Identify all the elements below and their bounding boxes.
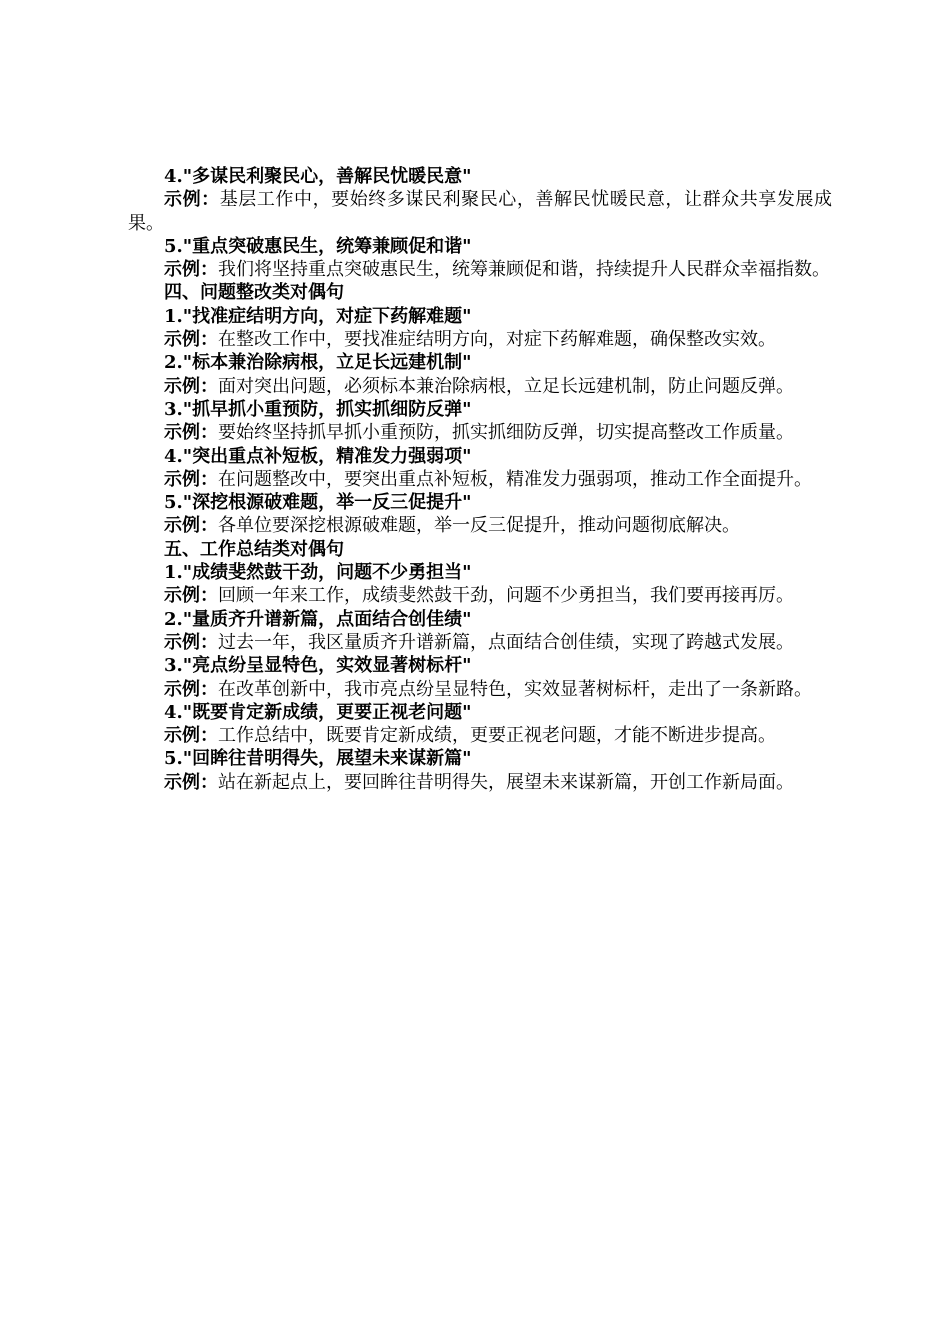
example-label: 示例： <box>164 678 218 700</box>
example-text: 在改革创新中，我市亮点纷呈显特色，实效显著树标杆，走出了一条新路。 <box>218 678 812 700</box>
example-paragraph <box>128 421 832 444</box>
example-label: 示例： <box>164 468 218 490</box>
example-paragraph <box>128 375 832 398</box>
example-label: 示例： <box>164 515 218 537</box>
example-label: 示例： <box>164 259 218 281</box>
example-text: 回顾一年来工作，成绩斐然鼓干劲，问题不少勇担当，我们要再接再厉。 <box>218 585 794 607</box>
example-paragraph <box>128 514 832 537</box>
example-text: 我们将坚持重点突破惠民生，统筹兼顾促和谐，持续提升人民群众幸福指数。 <box>218 259 830 281</box>
example-label: 示例： <box>164 725 218 747</box>
phrase-title: 2."标本兼治除病根，立足长远建机制" <box>164 352 472 374</box>
example-text: 在问题整改中，要突出重点补短板，精准发力强弱项，推动工作全面提升。 <box>218 468 812 490</box>
phrase-title: 4."突出重点补短板，精准发力强弱项" <box>164 445 472 467</box>
example-label: 示例： <box>164 189 220 211</box>
example-paragraph <box>128 724 832 747</box>
example-text: 工作总结中，既要肯定新成绩，更要正视老问题，才能不断进步提高。 <box>218 725 776 747</box>
section-heading: 五、工作总结类对偶句 <box>164 538 344 560</box>
phrase-title: 2."量质齐升谱新篇，点面结合创佳绩" <box>164 608 472 630</box>
phrase-title: 1."找准症结明方向，对症下药解难题" <box>164 305 472 327</box>
example-paragraph <box>128 771 832 794</box>
example-paragraph <box>128 678 832 701</box>
example-text: 过去一年，我区量质齐升谱新篇，点面结合创佳绩，实现了跨越式发展。 <box>218 631 794 653</box>
section-heading: 四、问题整改类对偶句 <box>164 282 344 304</box>
example-label: 示例： <box>164 585 218 607</box>
example-text: 面对突出问题，必须标本兼治除病根，立足长远建机制，防止问题反弹。 <box>218 375 794 397</box>
phrase-title: 5."重点突破惠民生，统筹兼顾促和谐" <box>164 235 472 257</box>
example-label: 示例： <box>164 631 218 653</box>
example-label: 示例： <box>164 771 218 793</box>
phrase-title: 3."亮点纷呈显特色，实效显著树标杆" <box>164 655 472 677</box>
example-paragraph <box>128 258 832 281</box>
example-label: 示例： <box>164 329 218 351</box>
example-label: 示例： <box>164 422 218 444</box>
phrase-title: 1."成绩斐然鼓干劲，问题不少勇担当" <box>164 562 472 584</box>
phrase-title: 4."既要肯定新成绩，更要正视老问题" <box>164 701 472 723</box>
example-text: 各单位要深挖根源破难题，举一反三促提升，推动问题彻底解决。 <box>218 515 740 537</box>
phrase-title: 4."多谋民利聚民心，善解民忧暖民意" <box>164 166 472 187</box>
example-text: 要始终坚持抓早抓小重预防，抓实抓细防反弹，切实提高整改工作质量。 <box>218 422 794 444</box>
phrase-title: 3."抓早抓小重预防，抓实抓细防反弹" <box>164 398 472 420</box>
example-paragraph <box>128 468 832 491</box>
example-text: 站在新起点上，要回眸往昔明得失，展望未来谋新篇，开创工作新局面。 <box>218 771 794 793</box>
phrase-title: 5."深挖根源破难题，举一反三促提升" <box>164 492 472 514</box>
example-text: 基层工作中，要始终多谋民利聚民心，善解民忧暖民意，让群众共享发展成果。 <box>128 189 833 234</box>
phrase-title: 5."回眸往昔明得失，展望未来谋新篇" <box>164 748 472 770</box>
example-label: 示例： <box>164 375 218 397</box>
example-paragraph <box>128 584 832 607</box>
example-text: 在整改工作中，要找准症结明方向，对症下药解难题，确保整改实效。 <box>218 329 776 351</box>
document-body <box>128 165 832 794</box>
example-paragraph <box>128 328 832 351</box>
example-paragraph <box>128 631 832 654</box>
example-paragraph <box>128 188 832 235</box>
